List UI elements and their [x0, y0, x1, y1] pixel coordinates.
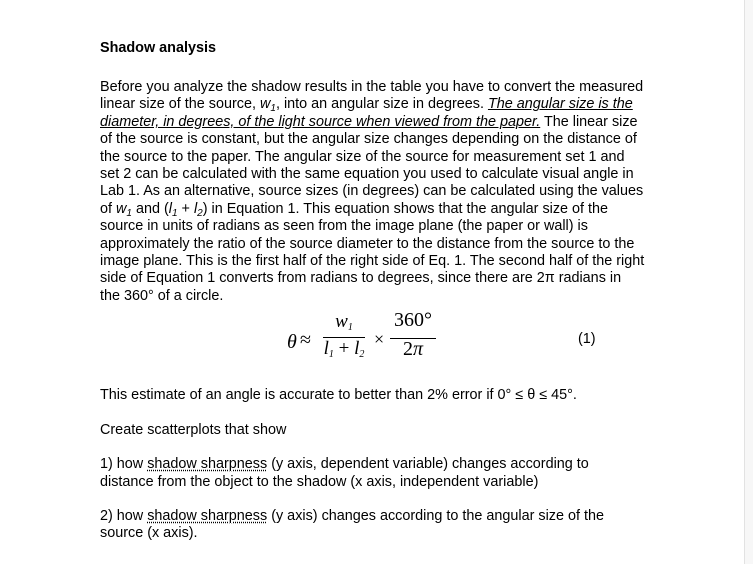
w1-variable: $w_1$ — [259, 96, 276, 115]
degrees-numerator: 360° — [394, 309, 432, 332]
theta-symbol: θ — [287, 331, 297, 354]
approx-symbol: ≈ — [300, 329, 311, 352]
equation-1 — [100, 309, 645, 381]
intro-text-3: The linear size of the source is constant, but the angular size changes depending on the distance of the source to the paper. The angular size of the source for measurement set 1 and set 2 can be calculated with the same equation you used to calculate visual angle in Lab 1. As an alternative, source sizes (in degrees) can be calculated using the values of — [100, 113, 644, 217]
fraction-denominator: $l_1 + l_2$ — [323, 338, 365, 361]
l2-variable: $l_2$ — [193, 200, 203, 219]
size-ratio-fraction — [321, 311, 367, 361]
intro-paragraph — [100, 79, 645, 305]
intro-text-2: , into an angular size in degrees. — [275, 96, 488, 113]
radian-conversion-fraction — [390, 309, 436, 361]
accuracy-note: This estimate of an angle is accurate to better than 2% error if 0° ≤ θ ≤ 45°. — [100, 387, 577, 404]
scroll-gutter — [745, 0, 753, 564]
scatterplot-item-2: 2) how shadow sharpness (y axis) changes according to the angular size of the source (x axis). — [100, 507, 604, 542]
equation-number: (1) — [578, 331, 596, 348]
scatterplot-instruction: Create scatterplots that show — [100, 421, 287, 438]
shadow-sharpness-term-2: shadow sharpness — [147, 507, 268, 524]
intro-text-4: and ( — [131, 200, 169, 217]
l1-variable: $l_1$ — [168, 200, 178, 219]
two-pi-denominator: 2π — [402, 338, 424, 361]
fraction-numerator: $w_1$ — [335, 311, 353, 334]
shadow-sharpness-term: shadow sharpness — [147, 456, 268, 473]
intro-text-5: ) in Equation 1. This equation shows that the angular size of the source in units of radians as seen from the image plane (the paper or wall) is approximately the ratio of the source diameter to the distance from the source to the image plane. This is the first half of the right side of Eq. 1. The second half of the right side of Equation 1 converts from radians to degrees, since there are 2π radians in the 360° of a circle. — [100, 200, 645, 304]
plus-sign: + — [177, 200, 194, 217]
document-content — [100, 37, 645, 543]
section-heading: Shadow analysis — [100, 40, 216, 56]
intro-text-1: Before you analyze the shadow results in the table you have to convert the measured linear size of the source, — [100, 79, 644, 113]
w1-variable-2: $w_1$ — [116, 200, 132, 219]
angular-size-definition: The angular size is the diameter, in degrees, of the light source when viewed from the paper. — [100, 96, 633, 130]
scatterplot-item-1: 1) how shadow sharpness (y axis, dependent variable) changes according to distance from the object to the shadow (x axis, independent variable) — [100, 456, 589, 490]
times-symbol: × — [374, 329, 385, 350]
